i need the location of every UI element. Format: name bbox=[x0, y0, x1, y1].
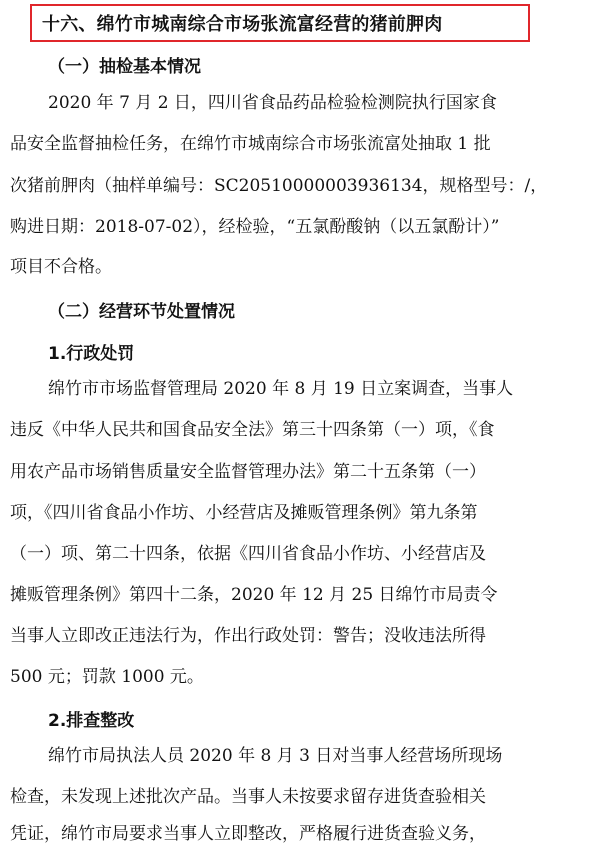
paragraph-line: 绵竹市局执法人员 2020 年 8 月 3 日对当事人经营场所现场 bbox=[48, 746, 503, 766]
section2-heading: （二）经营环节处置情况 bbox=[48, 302, 235, 322]
paragraph-line: 当事人立即改正违法行为，作出行政处罚：警告；没收违法所得 bbox=[10, 626, 486, 646]
title-highlight-box bbox=[30, 4, 530, 42]
paragraph-line: 次猪前胛肉（抽样单编号：SC20510000003936134，规格型号：/， bbox=[10, 176, 548, 196]
paragraph-line: 项，《四川省食品小作坊、小经营店及摊贩管理条例》第九条第 bbox=[10, 503, 478, 523]
subsection1-heading: 1.行政处罚 bbox=[48, 344, 135, 364]
paragraph-line: 违反《中华人民共和国食品安全法》第三十四条第（一）项，《食 bbox=[10, 420, 495, 440]
paragraph-line: 检查，未发现上述批次产品。当事人未按要求留存进货查验相关 bbox=[10, 787, 486, 807]
paragraph-line: 购进日期：2018-07-02），经检验，“五氯酚酸钠（以五氯酚计）” bbox=[10, 217, 500, 237]
paragraph-line: 2020 年 7 月 2 日，四川省食品药品检验检测院执行国家食 bbox=[48, 93, 497, 113]
paragraph-line: （一）项、第二十四条，依据《四川省食品小作坊、小经营店及 bbox=[10, 544, 486, 564]
document-title: 十六、绵竹市城南综合市场张流富经营的猪前胛肉 bbox=[42, 14, 443, 35]
paragraph-line: 500 元；罚款 1000 元。 bbox=[10, 667, 204, 687]
paragraph-line: 摊贩管理条例》第四十二条，2020 年 12 月 25 日绵竹市局责令 bbox=[10, 585, 498, 605]
paragraph-line: 品安全监督抽检任务，在绵竹市城南综合市场张流富处抽取 1 批 bbox=[10, 134, 491, 154]
paragraph-line: 用农产品市场销售质量安全监督管理办法》第二十五条第（一） bbox=[10, 462, 486, 482]
section1-heading: （一）抽检基本情况 bbox=[48, 57, 201, 77]
subsection2-heading: 2.排查整改 bbox=[48, 711, 135, 731]
paragraph-line: 凭证，绵竹市局要求当事人立即整改，严格履行进货查验义务， bbox=[10, 824, 486, 844]
paragraph-line: 项目不合格。 bbox=[10, 257, 112, 277]
paragraph-line: 绵竹市市场监督管理局 2020 年 8 月 19 日立案调查，当事人 bbox=[48, 379, 514, 399]
